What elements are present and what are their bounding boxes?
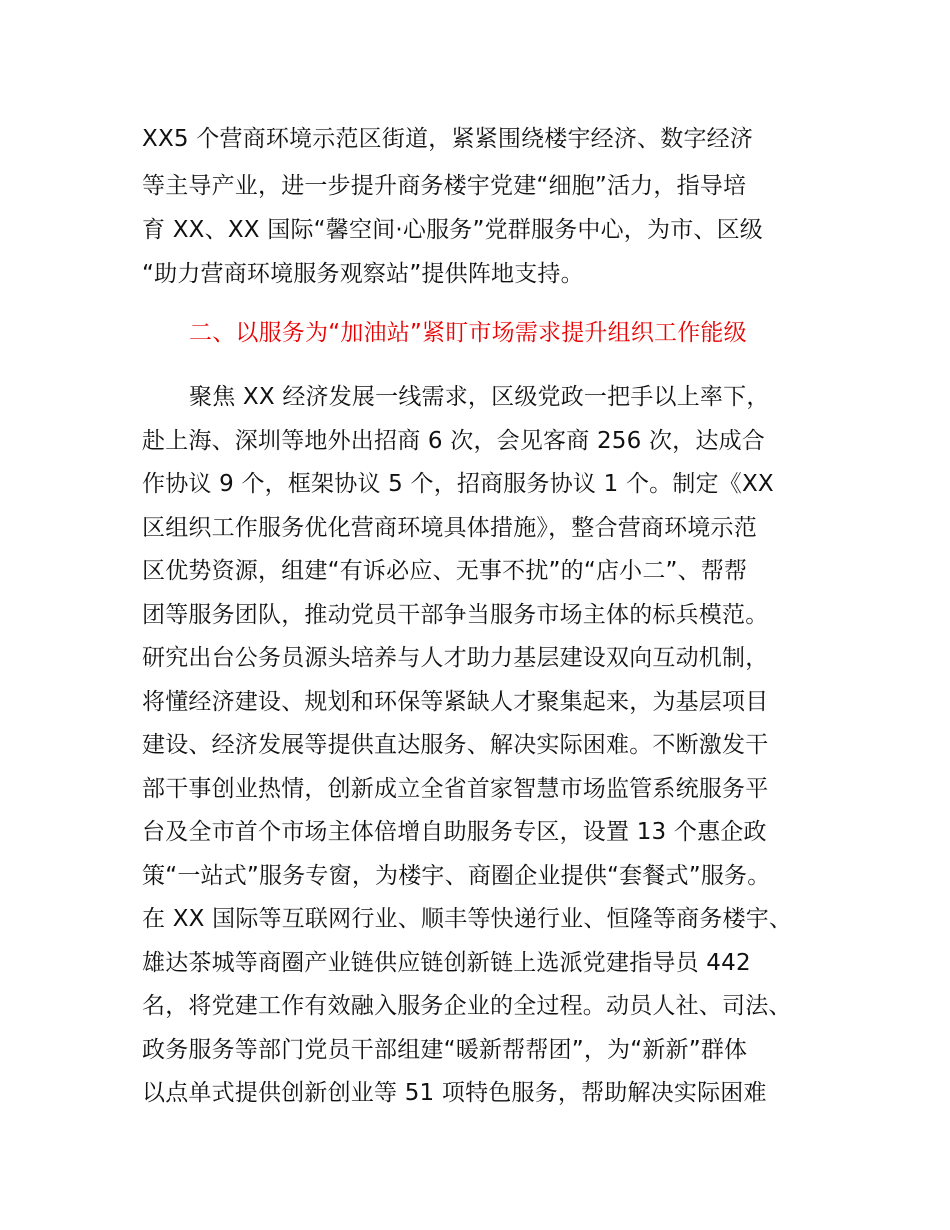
body-line: 建设、经济发展等提供直达服务、解决实际困难。不断激发干 — [142, 732, 769, 758]
body-line: 政务服务等部门党员干部组建“暖新帮帮团”，为“新新”群体 — [142, 1037, 748, 1063]
body-line: 雄达茶城等商圈产业链供应链创新链上选派党建指导员 442 — [142, 950, 751, 976]
body-line: 团等服务团队，推动党员干部争当服务市场主体的标兵模范。 — [142, 602, 769, 628]
body-line: 赴上海、深圳等地外出招商 6 次，会见客商 256 次，达成合 — [142, 428, 765, 454]
body-line: 区优势资源，组建“有诉必应、无事不扰”的“店小二”、帮帮 — [142, 558, 748, 584]
body-line: 台及全市首个市场主体倍增自助服务专区，设置 13 个惠企政 — [142, 819, 767, 845]
intro-line: 育 XX、XX 国际“馨空间·心服务”党群服务中心，为市、区级 — [142, 217, 763, 243]
body-line: 部干事创业热情，创新成立全省首家智慧市场监管系统服务平 — [142, 776, 769, 802]
body-line: 将懂经济建设、规划和环保等紧缺人才聚集起来，为基层项目 — [142, 689, 769, 715]
section-heading: 二、以服务为“加油站”紧盯市场需求提升组织工作能级 — [189, 320, 747, 346]
body-line: 聚焦 XX 经济发展一线需求，区级党政一把手以上率下， — [189, 384, 770, 410]
body-line: 研究出台公务员源头培养与人才助力基层建设双向互动机制， — [142, 645, 769, 671]
body-line: 在 XX 国际等互联网行业、顺丰等快递行业、恒隆等商务楼宇、 — [142, 906, 793, 932]
body-line: 名，将党建工作有效融入服务企业的全过程。动员人社、司法、 — [142, 993, 792, 1019]
body-line: 作协议 9 个，框架协议 5 个，招商服务协议 1 个。制定《XX — [142, 471, 774, 497]
intro-line: “助力营商环境服务观察站”提供阵地支持。 — [142, 261, 584, 287]
body-line: 策“一站式”服务专窗，为楼宇、商圈企业提供“套餐式”服务。 — [142, 863, 771, 889]
intro-line: 等主导产业，进一步提升商务楼宇党建“细胞”活力，指导培 — [142, 173, 747, 199]
intro-line: XX5 个营商环境示范区街道，紧紧围绕楼宇经济、数字经济 — [142, 126, 754, 152]
body-line: 区组织工作服务优化营商环境具体措施》，整合营商环境示范 — [142, 515, 757, 541]
body-line: 以点单式提供创新创业等 51 项特色服务，帮助解决实际困难 — [142, 1080, 767, 1106]
